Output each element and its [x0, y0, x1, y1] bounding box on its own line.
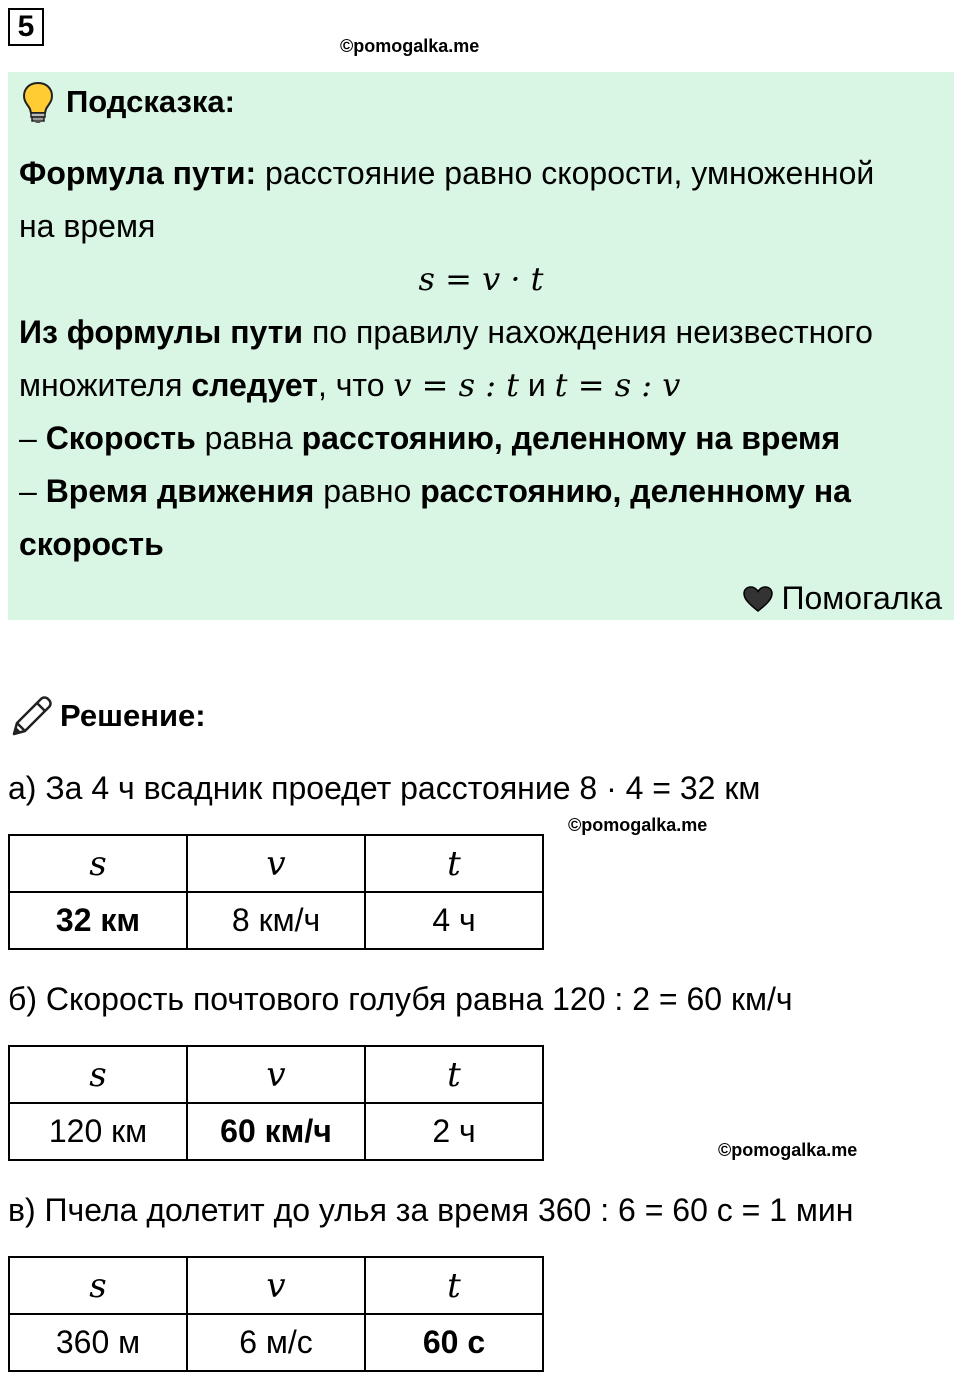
table-a-header [9, 835, 543, 892]
header-t: t [365, 835, 543, 892]
solution-c-text: в) Пчела долетит до улья за время 360 : 6 = 60 с = 1 мин [8, 1192, 854, 1228]
watermark-3: ©pomogalka.me [718, 1140, 858, 1160]
cell-time: 4 ч [365, 892, 543, 949]
heart-icon [743, 586, 773, 612]
cell-speed: 60 км/ч [187, 1103, 365, 1160]
solution-a-text: а) За 4 ч всадник проедет расстояние 8 · 4 = 32 км [8, 770, 761, 806]
hint-paragraph-4 [19, 412, 840, 465]
hint-p2-text: по правилу нахождения неизвестного [303, 314, 873, 350]
table-b-row [9, 1103, 543, 1160]
signature [743, 576, 942, 620]
cell-distance: 32 км [9, 892, 187, 949]
hint-p4-bold1: Скорость [45, 420, 196, 456]
hint-p5-bold1: Время движения [45, 473, 315, 509]
header-v: v [187, 1257, 365, 1314]
pencil-icon [8, 694, 54, 740]
table-b [8, 1045, 544, 1161]
cell-speed: 6 м/с [187, 1314, 365, 1371]
header-s: s [9, 1046, 187, 1103]
formula-time: t = s : v [554, 366, 681, 404]
hint-paragraph-5 [19, 465, 851, 518]
table-b-header [9, 1046, 543, 1103]
table-a [8, 834, 544, 950]
table-c-header [9, 1257, 543, 1314]
formula-main: s = v · t [418, 260, 544, 298]
hint-p5-bold2: расстоянию, деленному на [420, 473, 851, 509]
hint-paragraph-6 [19, 518, 164, 571]
hint-p3-bold: следует [191, 367, 318, 403]
watermark: ©pomogalka.me [340, 36, 480, 56]
hint-p4-bold2: расстоянию, деленному на время [301, 420, 841, 456]
hint-p2-bold: Из формулы пути [19, 314, 304, 350]
table-a-row [9, 892, 543, 949]
hint-p6-bold: скорость [19, 526, 164, 562]
solution-b-text: б) Скорость почтового голубя равна 120 : 2 = 60 км/ч [8, 981, 793, 1017]
hint-p4-text: равна [195, 420, 302, 456]
header-v: v [187, 835, 365, 892]
cell-time: 2 ч [365, 1103, 543, 1160]
hint-p5-text: равно [314, 473, 421, 509]
header-s: s [9, 835, 187, 892]
hint-p3-and: и [519, 367, 555, 403]
watermark-2: ©pomogalka.me [568, 815, 708, 835]
hint-paragraph-3 [19, 359, 680, 412]
solution-title: Решение: [60, 698, 206, 733]
hint-p1-continuation: на время [19, 208, 156, 244]
table-c-row [9, 1314, 543, 1371]
hint-p3-text2: , что [317, 367, 394, 403]
cell-time: 60 с [365, 1314, 543, 1371]
header-t: t [365, 1257, 543, 1314]
hint-p1-text: расстояние равно скорости, умноженной [256, 155, 875, 191]
header-v: v [187, 1046, 365, 1103]
lightbulb-icon [20, 80, 56, 124]
hint-p4-dash: – [19, 420, 46, 456]
hint-p3-text1: множителя [19, 367, 192, 403]
hint-p1-bold: Формула пути: [19, 155, 257, 191]
table-c [8, 1256, 544, 1372]
hint-paragraph-1 [19, 147, 874, 200]
task-number: 5 [8, 8, 44, 46]
hint-p5-dash: – [19, 473, 46, 509]
cell-speed: 8 км/ч [187, 892, 365, 949]
cell-distance: 120 км [9, 1103, 187, 1160]
header-t: t [365, 1046, 543, 1103]
signature-text: Помогалка [781, 580, 942, 616]
hint-box [8, 72, 954, 620]
cell-distance: 360 м [9, 1314, 187, 1371]
hint-paragraph-2 [19, 306, 873, 359]
hint-title: Подсказка: [66, 84, 235, 119]
header-s: s [9, 1257, 187, 1314]
formula-speed: v = s : t [393, 366, 520, 404]
